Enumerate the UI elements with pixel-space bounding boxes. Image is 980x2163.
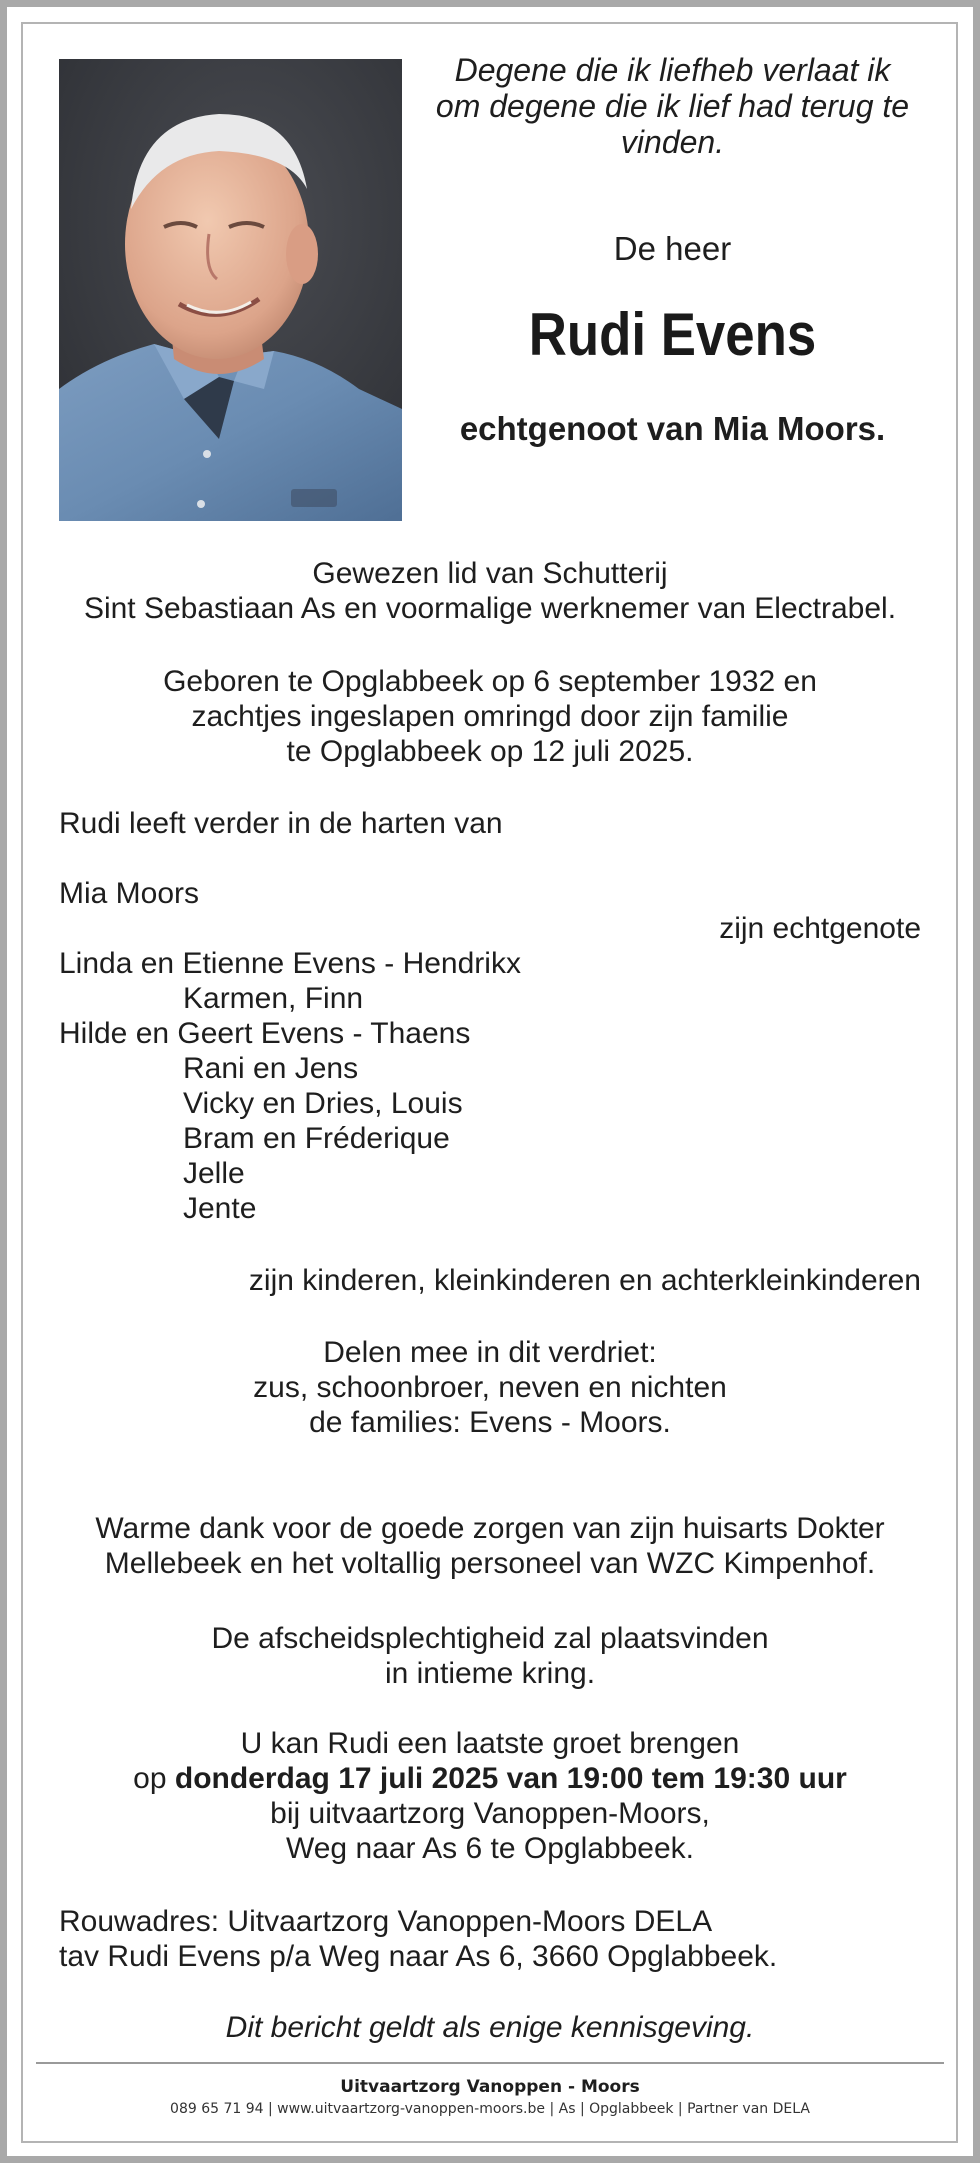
family-intro: Rudi leeft verder in de harten van [59, 807, 503, 840]
footer-company: Uitvaartzorg Vanoppen - Moors [340, 2077, 640, 2097]
birth-line: Geboren te Opglabbeek op 6 september 1932 en [163, 665, 817, 698]
family-member: Jente [183, 1192, 257, 1225]
thanks-line: Warme dank voor de goede zorgen van zijn huisarts Dokter [95, 1512, 885, 1545]
ceremony-line: De afscheidsplechtigheid zal plaatsvinden [211, 1622, 769, 1655]
family-member: Hilde en Geert Evens - Thaens [59, 1017, 471, 1050]
visit-line: Weg naar As 6 te Opglabbeek. [285, 1832, 695, 1865]
share-line: Delen mee in dit verdriet: [323, 1336, 657, 1369]
visit-datetime-line [40, 1761, 940, 1796]
family-member: Rani en Jens [183, 1052, 359, 1085]
thanks-text [40, 1511, 940, 1581]
visit-datetime: donderdag 17 juli 2025 van 19:00 tem 19:30 uur [174, 1762, 847, 1795]
family-member: Linda en Etienne Evens - Hendrikx [59, 947, 521, 980]
mourning-address [59, 1904, 777, 1974]
visit-text [40, 1726, 940, 1866]
visit-prefix: op [133, 1762, 175, 1795]
spouse-line: echtgenoot van Mia Moors. [459, 410, 886, 447]
children-role: zijn kinderen, kleinkinderen en achterkleinkinderen [248, 1264, 921, 1297]
birth-line: zachtjes ingeslapen omringd door zijn familie [191, 700, 789, 733]
address-line: tav Rudi Evens p/a Weg naar As 6, 3660 Opglabbeek. [59, 1940, 778, 1973]
footer-contact: 089 65 71 94 | www.uitvaartzorg-vanoppen-moors.be | As | Opglabbeek | Partner van DELA [170, 2101, 810, 2117]
career-line: Sint Sebastiaan As en voormalige werknemer van Electrabel. [83, 592, 897, 625]
family-member: Vicky en Dries, Louis [183, 1087, 463, 1120]
career-text [40, 556, 940, 626]
spouse-role: zijn echtgenote [719, 912, 921, 945]
share-line: zus, schoonbroer, neven en nichten [253, 1371, 727, 1404]
visit-line: bij uitvaartzorg Vanoppen-Moors, [270, 1797, 710, 1830]
spouse-name: Mia Moors [59, 877, 200, 910]
deceased-name: Rudi Evens [528, 301, 817, 368]
footer-divider [36, 2062, 944, 2064]
motto-line: Degene die ik liefheb verlaat ik [454, 52, 891, 88]
birth-line: te Opglabbeek op 12 juli 2025. [286, 735, 694, 768]
family-member: Karmen, Finn [183, 982, 364, 1015]
visit-line: U kan Rudi een laatste groet brengen [240, 1727, 740, 1760]
address-line: Rouwadres: Uitvaartzorg Vanoppen-Moors DELA [59, 1905, 713, 1938]
family-member: Bram en Fréderique [183, 1122, 450, 1155]
thanks-line: Mellebeek en het voltallig personeel van WZC Kimpenhof. [104, 1547, 876, 1580]
motto-line: om degene die ik lief had terug te [435, 88, 910, 124]
ceremony-text [40, 1621, 940, 1691]
career-line: Gewezen lid van Schutterij [312, 557, 668, 590]
salutation: De heer [613, 230, 732, 267]
share-text [40, 1335, 940, 1440]
family-member: Jelle [183, 1157, 245, 1190]
ceremony-line: in intieme kring. [384, 1657, 596, 1690]
birth-death-text [40, 664, 940, 769]
closing-note: Dit bericht geldt als enige kennisgeving. [225, 2011, 755, 2044]
motto [425, 52, 920, 160]
motto-line: vinden. [620, 124, 725, 160]
portrait-photo [59, 59, 402, 521]
share-line: de families: Evens - Moors. [309, 1406, 671, 1439]
